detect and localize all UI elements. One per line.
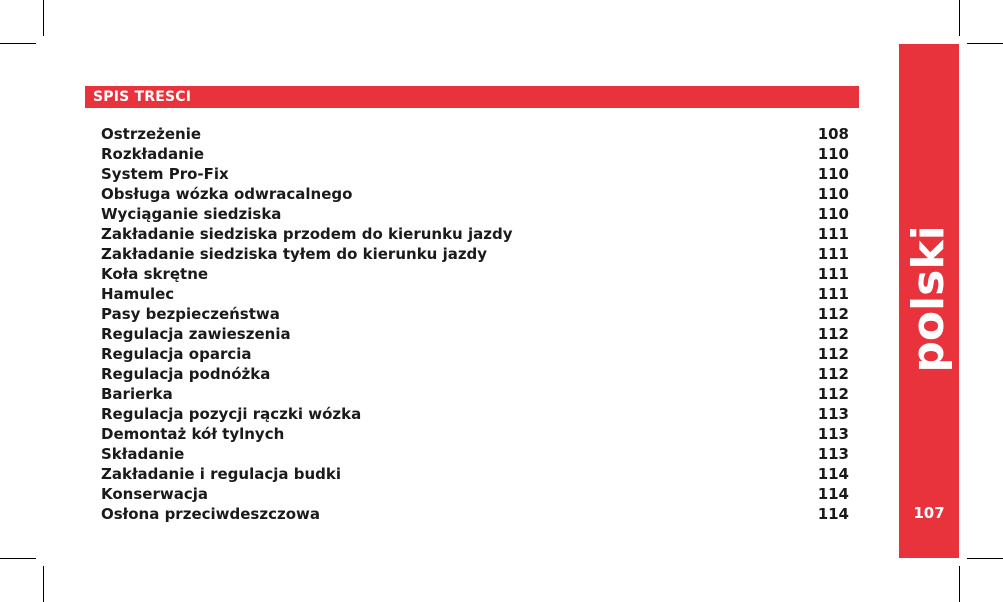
toc-entry-title: Hamulec xyxy=(101,285,175,303)
toc-entry xyxy=(101,244,849,264)
toc-entry-page: 112 xyxy=(817,365,849,383)
toc-entry xyxy=(101,444,849,464)
toc-entry-title: Obsługa wózka odwracalnego xyxy=(101,185,353,203)
toc-entry-title: Składanie xyxy=(101,445,185,463)
toc-entry-page: 110 xyxy=(817,165,849,183)
toc-heading: SPIS TRESCI xyxy=(85,86,859,108)
toc-entry-page: 111 xyxy=(817,285,849,303)
toc-entry-title: Demontaż kół tylnych xyxy=(101,425,285,443)
toc-entry-page: 111 xyxy=(817,265,849,283)
toc-entry xyxy=(101,184,849,204)
toc-entry-page: 110 xyxy=(817,145,849,163)
crop-mark-bottom-right-vertical xyxy=(959,566,960,602)
toc-list xyxy=(101,124,849,524)
toc-entry xyxy=(101,364,849,384)
toc-entry xyxy=(101,124,849,144)
crop-mark-top-left-vertical xyxy=(43,0,44,36)
language-label: polski xyxy=(903,225,954,373)
toc-entry xyxy=(101,424,849,444)
toc-entry xyxy=(101,304,849,324)
toc-entry-page: 110 xyxy=(817,185,849,203)
toc-entry-page: 110 xyxy=(817,205,849,223)
toc-entry-title: System Pro-Fix xyxy=(101,165,229,183)
toc-entry-page: 112 xyxy=(817,325,849,343)
toc-entry-title: Zakładanie siedziska tyłem do kierunku jazdy xyxy=(101,245,488,263)
toc-entry-title: Wyciąganie siedziska xyxy=(101,205,282,223)
toc-entry-title: Regulacja podnóżka xyxy=(101,365,271,383)
toc-entry-title: Osłona przeciwdeszczowa xyxy=(101,505,320,523)
crop-mark-bottom-left-horizontal xyxy=(0,558,36,559)
page-number: 107 xyxy=(913,504,945,522)
toc-entry xyxy=(101,264,849,284)
toc-entry xyxy=(101,384,849,404)
toc-entry-page: 114 xyxy=(817,505,849,523)
crop-mark-top-right-horizontal xyxy=(967,43,1003,44)
crop-mark-bottom-right-horizontal xyxy=(967,558,1003,559)
toc-entry-page: 112 xyxy=(817,345,849,363)
toc-entry xyxy=(101,484,849,504)
toc-entry xyxy=(101,284,849,304)
toc-entry-page: 111 xyxy=(817,245,849,263)
toc-entry-page: 113 xyxy=(817,445,849,463)
toc-entry xyxy=(101,164,849,184)
toc-entry xyxy=(101,504,849,524)
toc-entry-page: 114 xyxy=(817,485,849,503)
toc-entry xyxy=(101,464,849,484)
toc-entry-page: 112 xyxy=(817,385,849,403)
toc-entry-page: 112 xyxy=(817,305,849,323)
crop-mark-top-right-vertical xyxy=(959,0,960,36)
toc-entry-title: Konserwacja xyxy=(101,485,208,503)
toc-entry xyxy=(101,324,849,344)
toc-entry-page: 113 xyxy=(817,425,849,443)
toc-entry-page: 113 xyxy=(817,405,849,423)
toc-entry-title: Zakładanie siedziska przodem do kierunku jazdy xyxy=(101,225,513,243)
toc-entry-page: 108 xyxy=(817,125,849,143)
toc-entry xyxy=(101,404,849,424)
toc-entry xyxy=(101,204,849,224)
toc-entry xyxy=(101,224,849,244)
toc-entry-title: Zakładanie i regulacja budki xyxy=(101,465,341,483)
toc-entry-title: Ostrzeżenie xyxy=(101,125,202,143)
toc-entry-page: 111 xyxy=(817,225,849,243)
language-side-tab xyxy=(899,44,959,558)
toc-entry-page: 114 xyxy=(817,465,849,483)
toc-entry-title: Barierka xyxy=(101,385,173,403)
crop-mark-top-left-horizontal xyxy=(0,43,36,44)
toc-entry-title: Rozkładanie xyxy=(101,145,205,163)
toc-entry-title: Regulacja oparcia xyxy=(101,345,252,363)
toc-entry-title: Regulacja pozycji rączki wózka xyxy=(101,405,362,423)
toc-entry-title: Pasy bezpieczeństwa xyxy=(101,305,280,323)
toc-entry xyxy=(101,344,849,364)
crop-mark-bottom-left-vertical xyxy=(43,566,44,602)
toc-entry xyxy=(101,144,849,164)
toc-entry-title: Regulacja zawieszenia xyxy=(101,325,291,343)
toc-entry-title: Koła skrętne xyxy=(101,265,209,283)
